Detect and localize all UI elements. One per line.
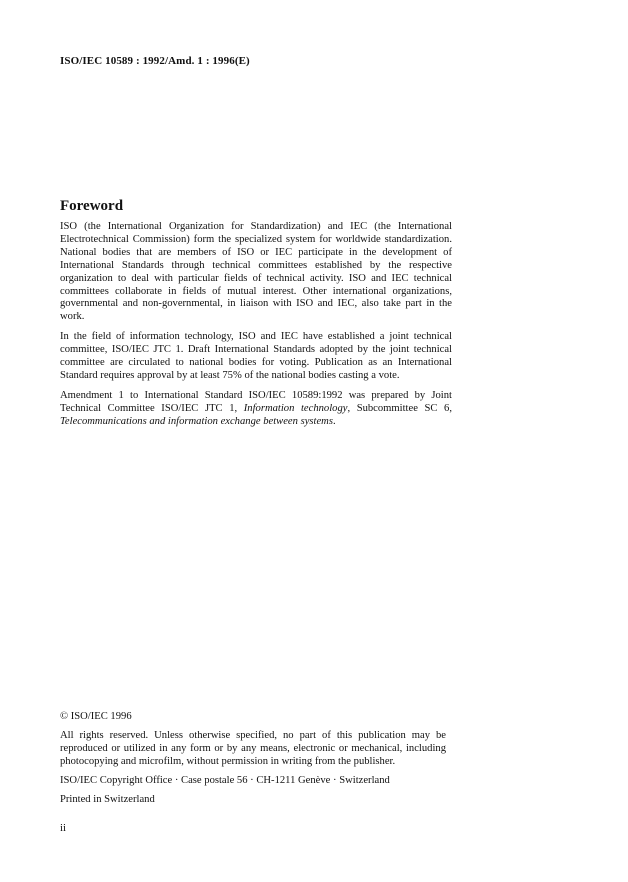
p3-text-mid: , Subcommittee SC 6, [347,402,452,414]
foreword-title: Foreword [60,198,124,214]
foreword-paragraph-3 [60,390,452,429]
foreword-paragraph-2: In the field of information technology, ISO and IEC have established a joint technical committee, ISO/IEC JTC 1. Draft International Standards adopted by the joint technical committee are circulated to national bodies for voting. Publication as an International Standard requires approval by at least 75% of the national bodies casting a vote. [60,331,452,381]
copyright-notice: © ISO/IEC 1996 [60,711,132,722]
rights-statement: All rights reserved. Unless otherwise specified, no part of this publication may be reproduced or utilized in any form or by any means, electronic or mechanical, including photocopying and microfilm, without permission in writing from the publisher. [60,729,446,767]
copyright-office-address: ISO/IEC Copyright Office · Case postale 56 · CH-1211 Genève · Switzerland [60,774,390,786]
foreword-section [60,198,452,436]
p3-italic-subcommittee-title: Telecommunications and information exchange between systems [60,415,333,427]
printed-in: Printed in Switzerland [60,793,155,805]
p3-text-end: . [332,415,336,427]
p3-text-start: Amendment 1 to International Standard ISO/IEC 10589:1992 was prepared by Joint Technical Committee ISO/IEC JTC 1, [60,389,452,414]
foreword-paragraph-1: ISO (the International Organization for Standardization) and IEC (the International Electrotechnical Commission) form the specialized system for worldwide standardization. National bodies that are members of ISO or IEC participate in the development of International Standards through technical committees established by the respective organization to deal with particular fields of technical activity. ISO and IEC technical committees collaborate in fields of mutual interest. Other international organizations, governmental and non-governmental, in liaison with ISO and IEC, also take part in the work. [60,221,452,323]
page-number: ii [60,822,67,834]
document-id-header: ISO/IEC 10589 : 1992/Amd. 1 : 1996(E) [60,55,250,67]
p3-italic-information-technology: Information technology [243,402,348,414]
copyright-block [60,711,446,812]
